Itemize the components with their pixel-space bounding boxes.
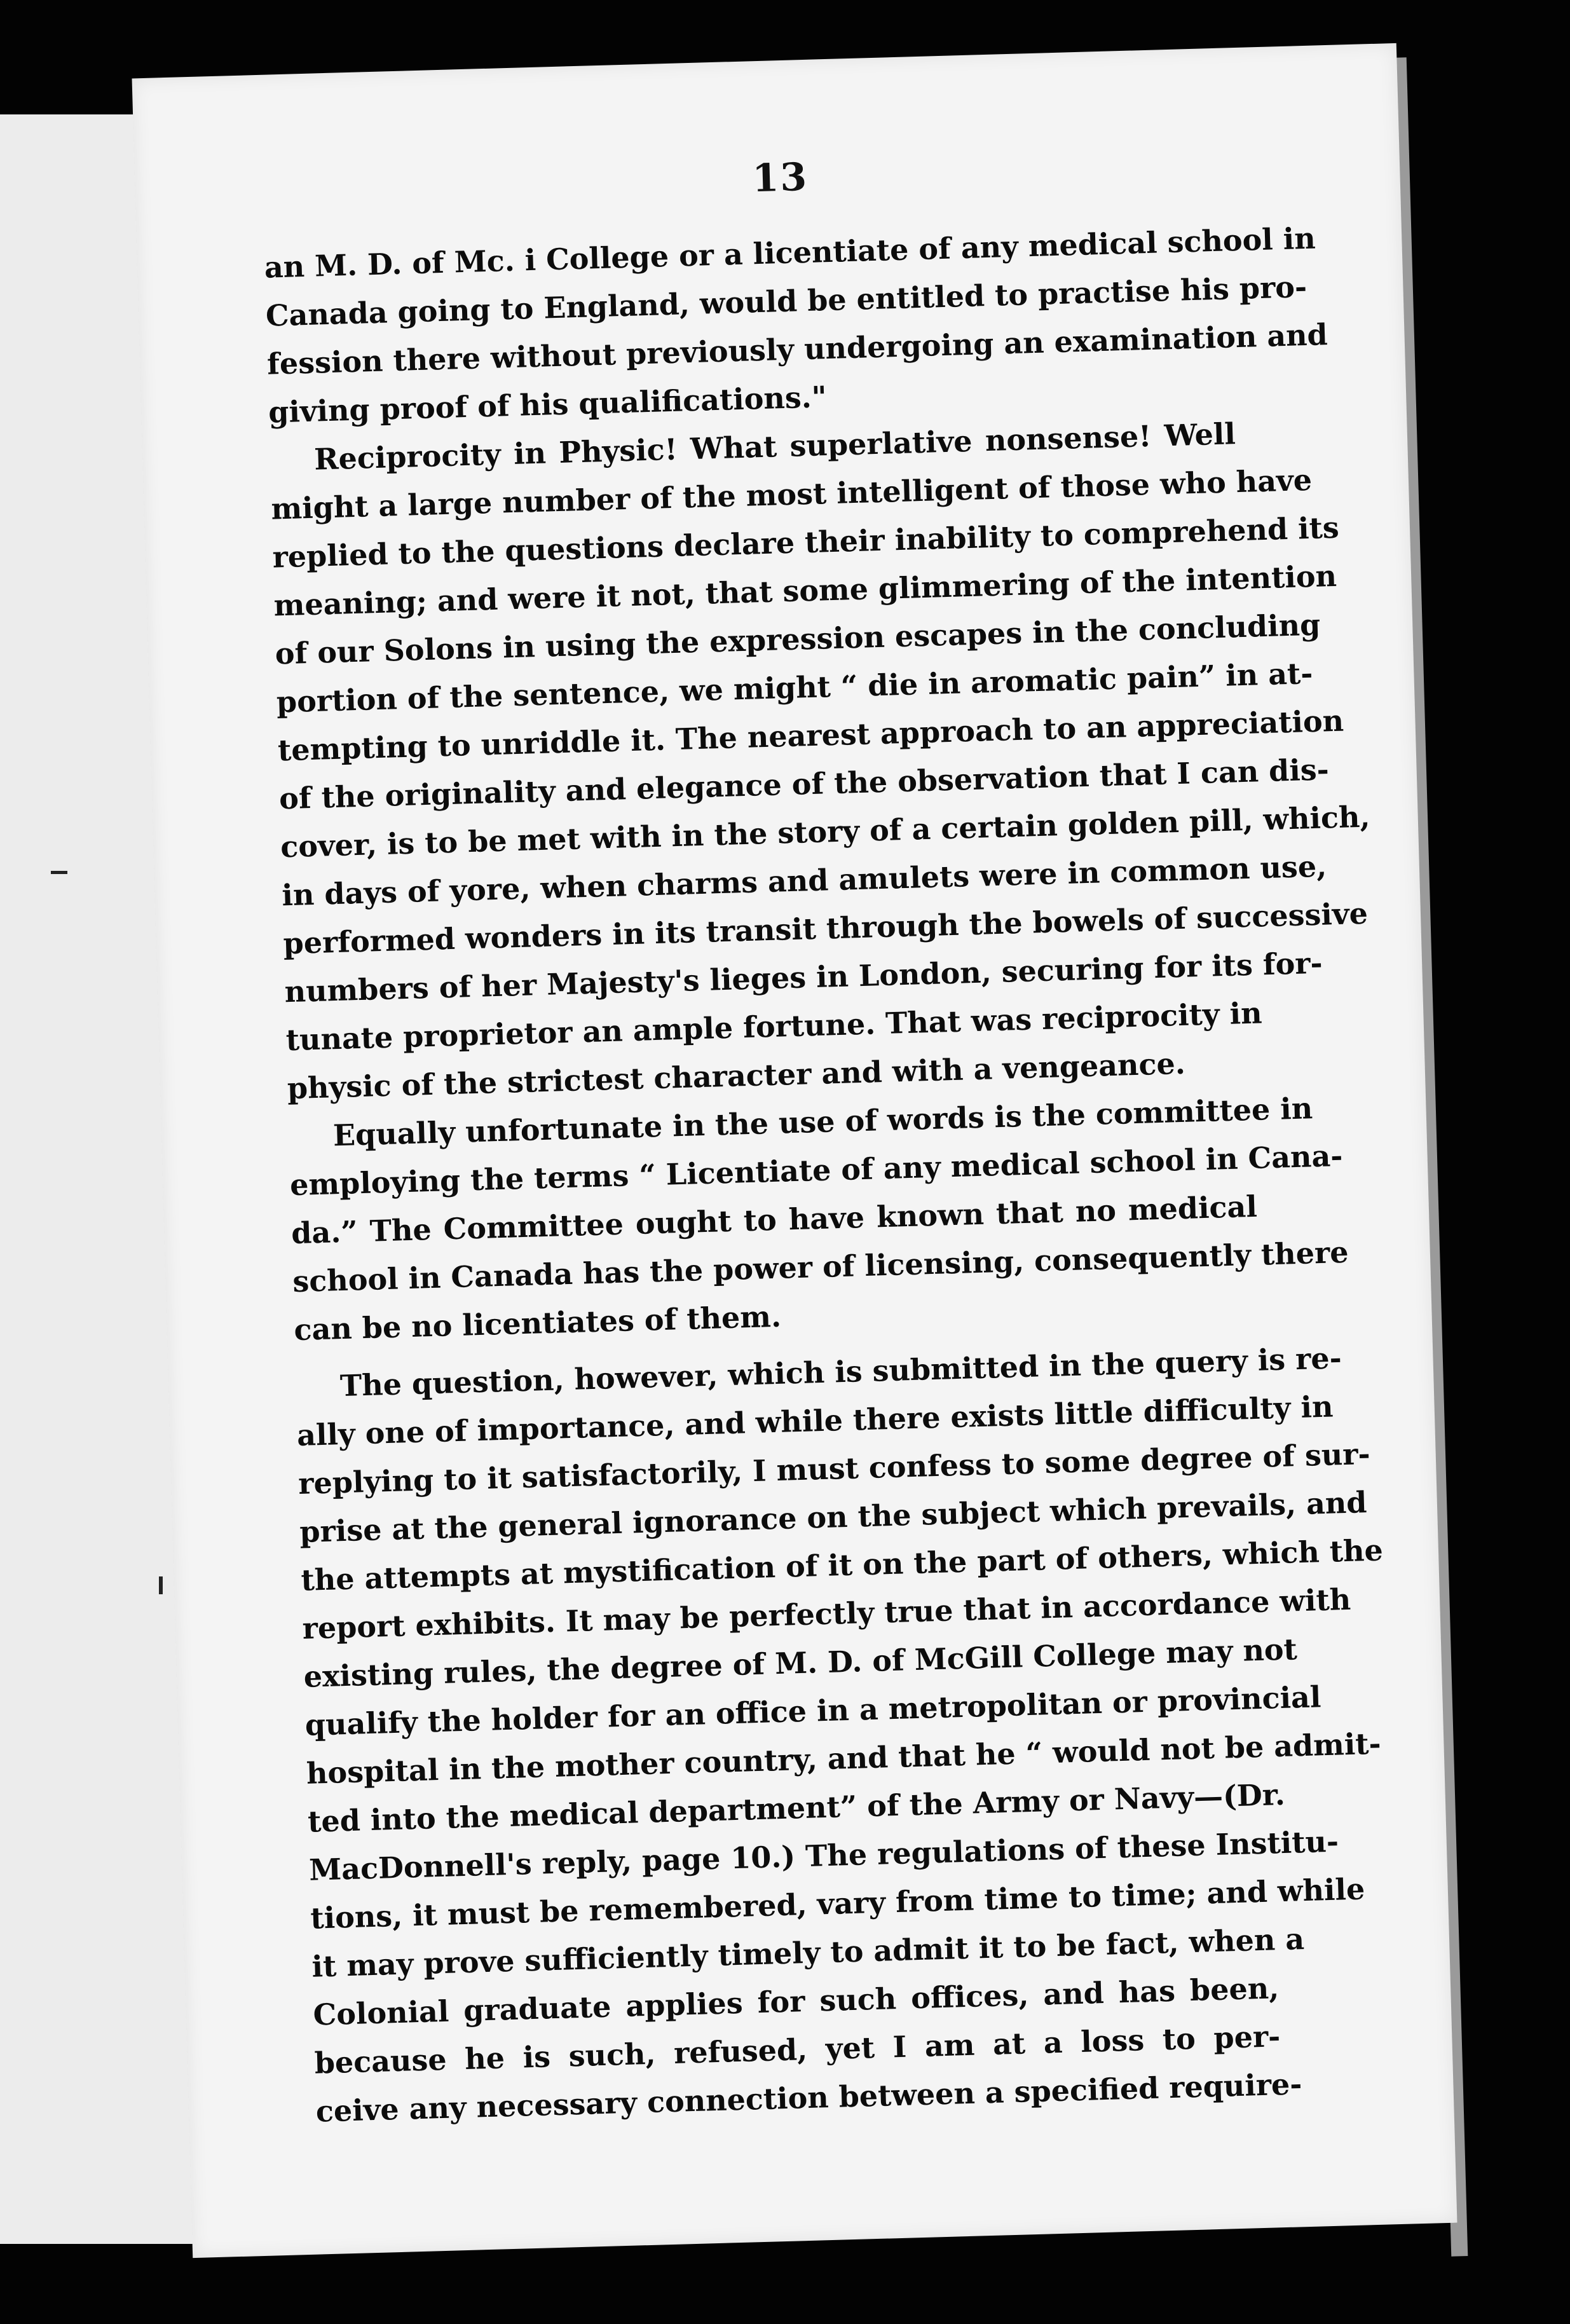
text-line: MacDonnell's reply, page 10.) The regulations of these Institu- (308, 1824, 1339, 1887)
text-line: Reciprocity in Physic! What superlative nonsense! Well (313, 416, 1236, 477)
text-line: tempting to unriddle it. The nearest approach to an appreciation (277, 703, 1344, 768)
text-line: ted into the medical department” of the Army or Navy—(Dr. (307, 1777, 1286, 1839)
text-line: physic of the strictest character and with a vengeance. (287, 1046, 1186, 1106)
text-line: numbers of her Majesty's lieges in London, securing for its for- (283, 945, 1323, 1009)
margin-mark (51, 871, 67, 874)
paragraph (264, 216, 1328, 436)
text-line: can be no licentiates of them. (293, 1299, 782, 1348)
text-line: da.” The Committee ought to have known that no medical (290, 1189, 1258, 1251)
text-line: fession there without previously undergoing an examination and (266, 317, 1328, 381)
text-line: of the originality and elegance of the observation that I can dis- (278, 752, 1330, 816)
text-line: The question, however, which is submitted in the query is re- (339, 1341, 1342, 1404)
text-line: replied to the questions declare their inability to comprehend its (271, 510, 1340, 575)
paragraph (295, 1336, 1384, 2136)
text-line: Colonial graduate applies for such offices, and has been, (312, 1971, 1280, 2032)
text-line: tions, it must be remembered, vary from time to time; and while (310, 1871, 1365, 1936)
body-text (264, 216, 1384, 2135)
paragraph (269, 409, 1371, 1112)
text-line: Equally unfortunate in the use of words is the committee in (332, 1091, 1313, 1153)
text-line: tunate proprietor an ample fortune. That was reciprocity in (285, 995, 1263, 1058)
text-line: portion of the sentence, we might “ die in aromatic pain” in at- (276, 655, 1313, 720)
text-line: of our Solons in using the expression escapes in the concluding (275, 607, 1321, 671)
text-line: ceive any necessary connection between a specified require- (315, 2067, 1303, 2129)
margin-mark (159, 1576, 163, 1594)
text-line: because he is such, refused, yet I am at a loss to per- (314, 2019, 1281, 2081)
page-number: 13 (751, 154, 809, 202)
text-line: performed wonders in its transit through the bowels of successive (282, 896, 1369, 961)
text-line: meaning; and were it not, that some glimmering of the intention (273, 558, 1337, 623)
text-line: the attempts at mystification of it on the part of others, which the (300, 1533, 1384, 1597)
document-page (132, 43, 1457, 2258)
text-line: replying to it satisfactorily, I must confess to some degree of sur- (297, 1436, 1371, 1501)
text-line: might a large number of the most intelligent of those who have (270, 462, 1313, 526)
text-line: school in Canada has the power of licensing, consequently there (292, 1234, 1349, 1299)
text-line: in days of yore, when charms and amulets were in common use, (281, 849, 1327, 913)
text-line: qualify the holder for an office in a metropolitan or provincial (304, 1679, 1322, 1742)
text-line: employing the terms “ Licentiate of any medical school in Cana- (289, 1138, 1344, 1203)
text-line: existing rules, the degree of M. D. of McGill College may not (303, 1632, 1298, 1694)
text-line: report exhibits. It may be perfectly true that in accordance with (301, 1582, 1351, 1646)
text-line: Canada going to England, would be entitled to practise his pro- (265, 269, 1307, 333)
text-line: giving proof of his qualifications." (268, 379, 828, 430)
text-line: an M. D. of Mc. i College or a licentiate of any medical school in (264, 221, 1316, 285)
paragraph (288, 1086, 1349, 1354)
text-line: prise at the general ignorance on the subject which prevails, and (299, 1485, 1368, 1549)
text-line: it may prove sufficiently timely to admit it to be fact, when a (311, 1922, 1305, 1984)
text-line: ally one of importance, and while there exists little difficulty in (296, 1389, 1334, 1453)
text-line: cover, is to be met with in the story of a certain golden pill, which, (280, 799, 1371, 865)
text-line: hospital in the mother country, and that he “ would not be admit- (306, 1726, 1382, 1791)
